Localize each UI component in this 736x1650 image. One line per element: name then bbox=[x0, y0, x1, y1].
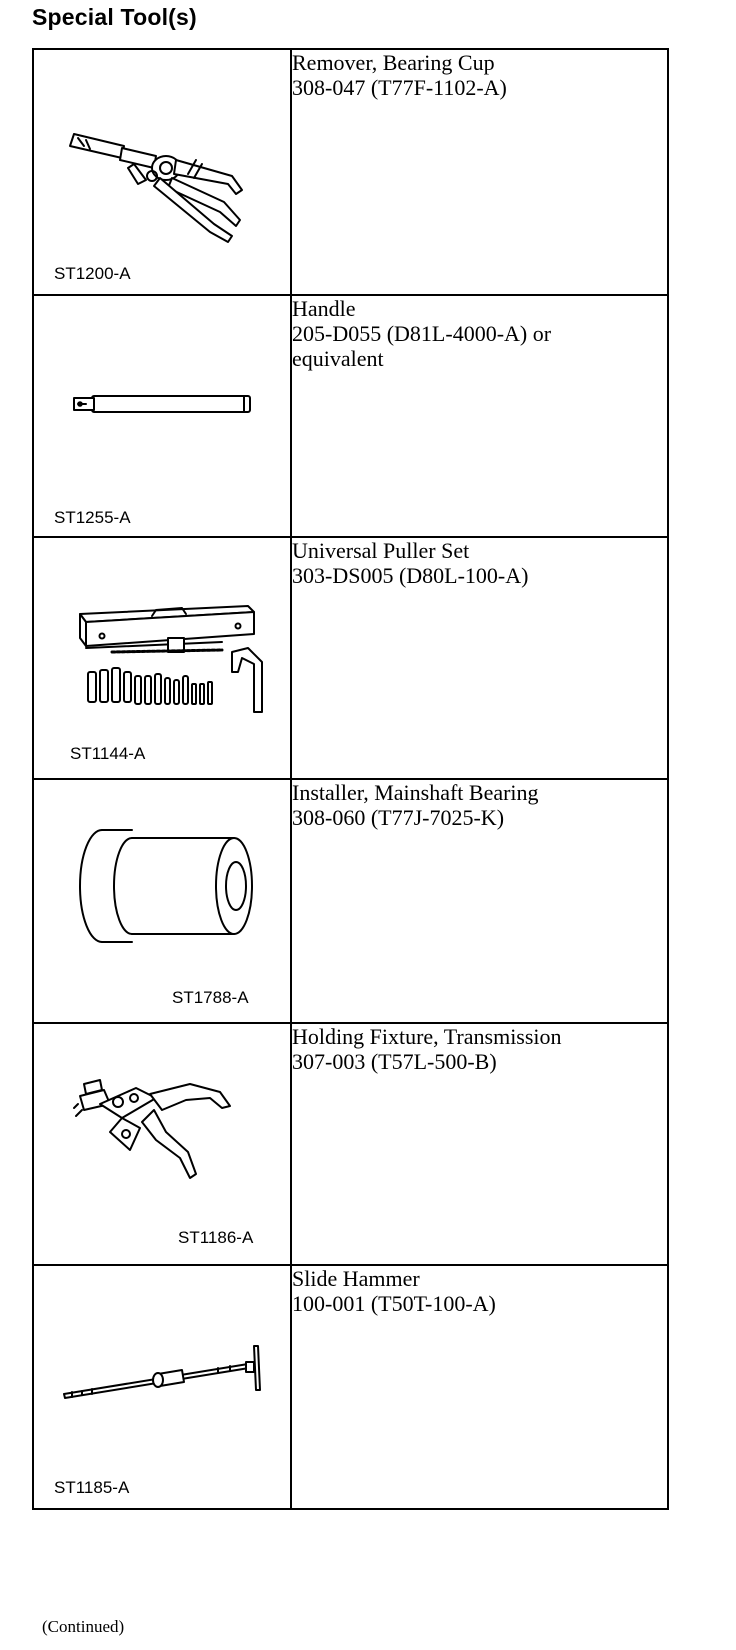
continued-note: (Continued) bbox=[42, 1617, 125, 1636]
bearing-installer-icon bbox=[74, 826, 260, 944]
table-row bbox=[33, 537, 668, 779]
tool-part-number: 308-060 (T77J-7025-K) bbox=[292, 805, 505, 830]
tool-name: Installer, Mainshaft Bearing bbox=[292, 780, 539, 805]
tool-image-cell bbox=[33, 779, 291, 1023]
tool-name: Slide Hammer bbox=[292, 1266, 420, 1291]
tool-code: ST1255-A bbox=[54, 508, 131, 527]
bearing-cup-remover-icon bbox=[64, 116, 254, 246]
tool-code: ST1144-A bbox=[70, 744, 146, 763]
tool-name: Holding Fixture, Transmission bbox=[292, 1024, 562, 1049]
tool-name: Remover, Bearing Cup bbox=[292, 50, 495, 75]
tool-code: ST1788-A bbox=[172, 988, 249, 1007]
table-row bbox=[33, 1265, 668, 1509]
tool-image-cell bbox=[33, 537, 291, 779]
tool-image-cell bbox=[33, 295, 291, 537]
tool-description bbox=[291, 537, 668, 779]
special-tools-table bbox=[32, 48, 669, 1510]
table-row bbox=[33, 779, 668, 1023]
tool-description bbox=[291, 49, 668, 295]
tool-name: Universal Puller Set bbox=[292, 538, 470, 563]
table-row bbox=[33, 49, 668, 295]
tool-name: Handle bbox=[292, 296, 356, 321]
tool-description bbox=[291, 295, 668, 537]
table-row bbox=[33, 1023, 668, 1265]
tool-image-cell bbox=[33, 1023, 291, 1265]
tool-description bbox=[291, 779, 668, 1023]
tool-code: ST1200-A bbox=[54, 264, 131, 283]
tool-part-number: 307-003 (T57L-500-B) bbox=[292, 1049, 497, 1074]
puller-set-icon bbox=[72, 602, 272, 726]
tool-code: ST1186-A bbox=[178, 1228, 254, 1247]
tool-image-cell bbox=[33, 1265, 291, 1509]
handle-icon bbox=[70, 392, 260, 418]
tool-description bbox=[291, 1265, 668, 1509]
tool-part-number: 100-001 (T50T-100-A) bbox=[292, 1291, 496, 1316]
tool-part-number: 303-DS005 (D80L-100-A) bbox=[292, 563, 529, 588]
table-row bbox=[33, 295, 668, 537]
tool-note: equivalent bbox=[292, 346, 384, 371]
page-title: Special Tool(s) bbox=[32, 4, 197, 30]
tool-part-number: 205-D055 (D81L-4000-A) or bbox=[292, 321, 552, 346]
slide-hammer-icon bbox=[58, 1340, 272, 1406]
tool-code: ST1185-A bbox=[54, 1478, 130, 1497]
holding-fixture-icon bbox=[70, 1070, 240, 1190]
tool-description bbox=[291, 1023, 668, 1265]
tool-image-cell bbox=[33, 49, 291, 295]
tool-part-number: 308-047 (T77F-1102-A) bbox=[292, 75, 507, 100]
